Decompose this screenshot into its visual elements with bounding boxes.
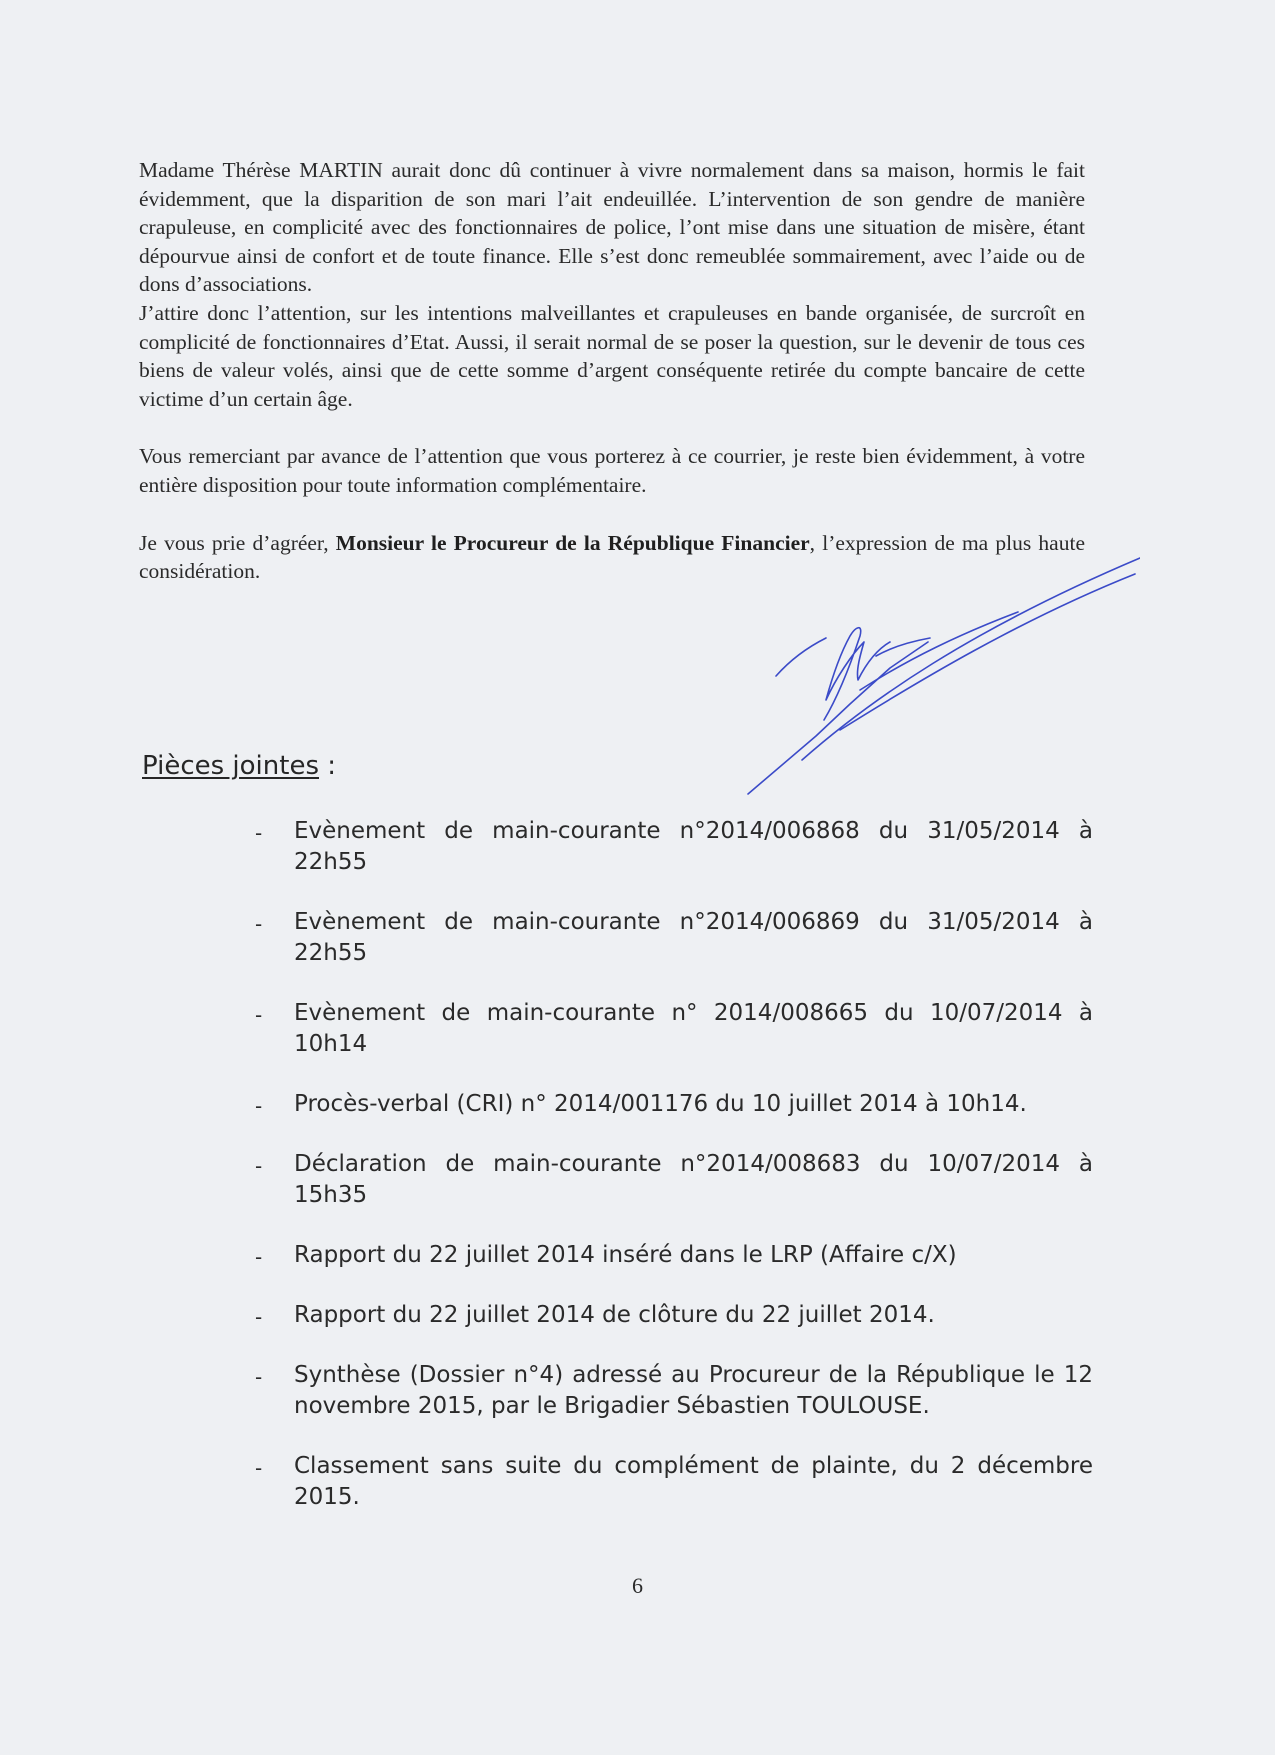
list-bullet: -	[255, 912, 263, 936]
list-item	[255, 1360, 1093, 1422]
list-item-text: Déclaration de main-courante n°2014/008683 du 10/07/2014 à 15h35	[294, 1151, 1093, 1208]
paragraph-3: Vous remerciant par avance de l’attention que vous porterez à ce courrier, je reste bien évidemment, à votre entière disposition pour toute information complémentaire.	[139, 444, 1085, 497]
list-item-text: Synthèse (Dossier n°4) adressé au Procureur de la République le 12 novembre 2015, par le Brigadier Sébastien TOULOUSE.	[294, 1362, 1093, 1419]
list-item	[255, 1300, 1093, 1331]
list-bullet: -	[255, 1456, 263, 1480]
list-bullet: -	[255, 1003, 263, 1027]
list-item	[255, 1451, 1093, 1513]
closing-prefix: Je vous prie d’agréer,	[139, 530, 336, 555]
closing-addressee: Monsieur le Procureur de la République Financier	[335, 530, 810, 555]
list-bullet: -	[255, 821, 263, 845]
list-item-text: Procès-verbal (CRI) n° 2014/001176 du 10 juillet 2014 à 10h14.	[294, 1091, 1027, 1117]
handwritten-signature	[740, 550, 1140, 800]
list-item	[255, 998, 1093, 1060]
attachments-title-suffix: :	[319, 751, 337, 781]
list-item	[255, 1149, 1093, 1211]
list-item	[255, 816, 1093, 878]
list-bullet: -	[255, 1094, 263, 1118]
letter-body	[139, 156, 1085, 586]
list-item-text: Classement sans suite du complément de plainte, du 2 décembre 2015.	[294, 1453, 1093, 1510]
paragraph-1: Madame Thérèse MARTIN aurait donc dû continuer à vivre normalement dans sa maison, hormis le fait évidemment, que la disparition de son mari l’ait endeuillée. L’intervention de son gendre de manière crapuleuse, en complicité avec des fonctionnaires de police, l’ont mise dans une situation de misère, étant dépourvue ainsi de confort et de toute finance. Elle s’est donc remeublée sommairement, avec l’aide ou de dons d’associations.	[139, 158, 1085, 297]
list-item	[255, 907, 1093, 969]
closing-suffix: , l’expression de ma plus haute considération.	[139, 530, 1085, 584]
list-item-text: Rapport du 22 juillet 2014 de clôture du 22 juillet 2014.	[294, 1302, 935, 1328]
list-bullet: -	[255, 1365, 263, 1389]
attachments-heading	[142, 751, 336, 781]
paragraph-2: J’attire donc l’attention, sur les intentions malveillantes et crapuleuses en bande organisée, de surcroît en complicité de fonctionnaires d’Etat. Aussi, il serait normal de se poser la question, sur le devenir de tous ces biens de valeur volés, ainsi que de cette somme d’argent conséquente retirée du compte bancaire de cette victime d’un certain âge.	[139, 300, 1085, 411]
attachments-title: Pièces jointes	[142, 751, 319, 781]
list-item-text: Evènement de main-courante n° 2014/008665 du 10/07/2014 à 10h14	[294, 1000, 1093, 1057]
list-item	[255, 1089, 1093, 1120]
page-number: 6	[632, 1573, 643, 1598]
list-bullet: -	[255, 1154, 263, 1178]
attachments-list	[255, 816, 1093, 1542]
list-item-text: Evènement de main-courante n°2014/006869 du 31/05/2014 à 22h55	[294, 909, 1093, 966]
list-bullet: -	[255, 1245, 263, 1269]
list-item-text: Rapport du 22 juillet 2014 inséré dans le LRP (Affaire c/X)	[294, 1242, 957, 1268]
list-bullet: -	[255, 1305, 263, 1329]
list-item-text: Evènement de main-courante n°2014/006868 du 31/05/2014 à 22h55	[294, 818, 1093, 875]
list-item	[255, 1240, 1093, 1271]
